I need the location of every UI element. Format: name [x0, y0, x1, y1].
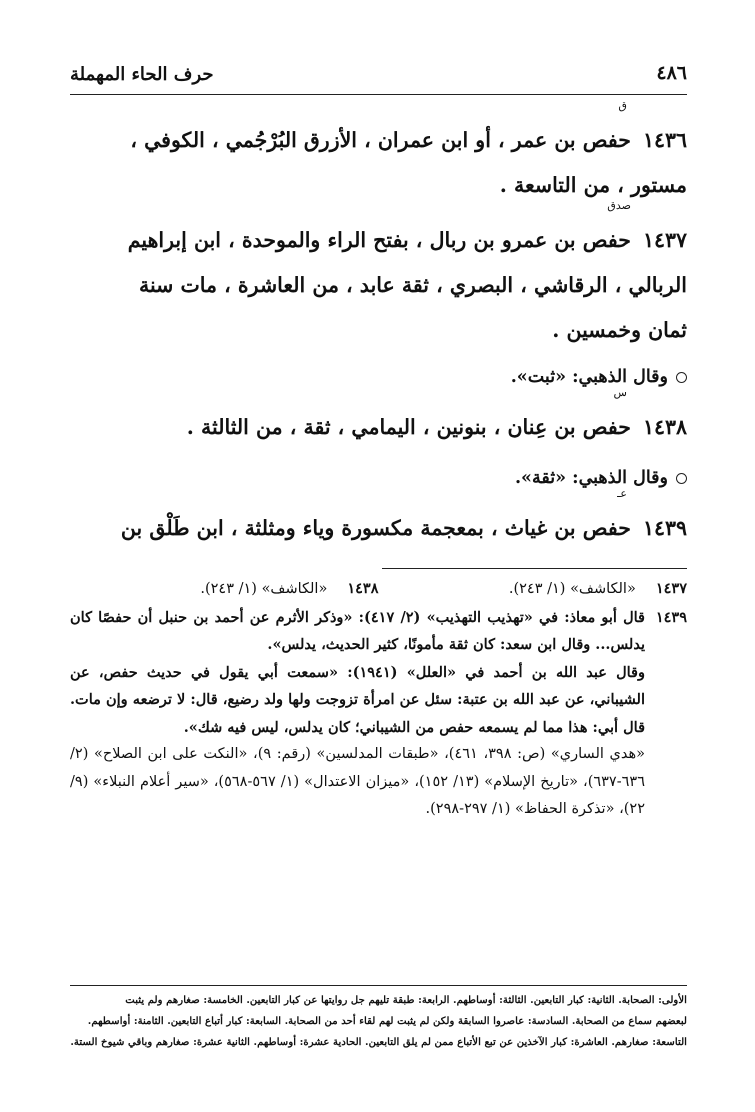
legend-line: الأولى: الصحابة. الثانية: كبار التابعين. الثالثة: أوساطهم. الرابعة: طبقة تليهم جل روايتها عن كبار التابعين. الخامسة: صغارهم ولم يثبت	[125, 994, 687, 1006]
entry-text: مستور ، من التاسعة .	[499, 173, 687, 197]
entry-number: ١٤٣٧	[642, 228, 687, 252]
entry-1436	[70, 99, 687, 208]
dhahabi-note: وقال الذهبي: «ثبت».	[70, 357, 687, 397]
footnotes	[70, 575, 687, 824]
entry-text: بن عِنان ، بنونين ، اليمامي ، ثقة ، من الثالثة .	[186, 415, 576, 439]
footnote-text: «الكاشف» (١/ ٢٤٣).	[200, 581, 328, 597]
legend-line: التاسعة: صغارهم. العاشرة: كبار الآخذين عن تبع الأتباع ممن لم يلق التابعين. الحادية عشرة: أوساطهم. الثانية عشرة: صغارهم وباقي شيوخ الستة.	[70, 1036, 687, 1048]
footnote-paragraph: وقال عبد الله بن أحمد في «العلل» (١٩٤١): «سمعت أبي يقول في حديث حفص، عن الشيباني، عن عبد الله بن عتبة: سئل عن امرأة تزوجت ولها ولد رضيع، قال: لا ترضعه وإن مات. قال أبي: هذا مما لم يسمعه حفص من الشيباني؛ كان يدلس، ليس فيه شك».	[70, 663, 645, 736]
footnote-paragraph: قال أبو معاذ: في «تهذيب التهذيب» (٢/ ٤١٧): «وذكر الأثرم عن أحمد بن حنبل أن حفصًا كان يدلس... وقال ابن سعد: كان ثقة مأمونًا، كثير الحديث، يدلس».	[70, 608, 645, 653]
footnote-number: ١٤٣٩	[655, 608, 687, 626]
footnote-1439	[70, 604, 687, 824]
entry-name: س حفص	[582, 386, 631, 439]
entry-text: بن غياث ، بمعجمة مكسورة وياء ومثلثة ، ابن طَلْق بن	[120, 516, 576, 540]
legend-divider	[70, 985, 687, 986]
footnote-1438	[70, 575, 379, 604]
footnote-number: ١٤٣٨	[347, 580, 379, 597]
entry-1437	[70, 199, 687, 397]
tabaqat-legend	[70, 990, 687, 1053]
footnote-references: «هدي الساري» (ص: ٣٩٨، ٤٦١)، «طبقات المدلسين» (رقم: ٩)، «النكت على ابن الصلاح» (٢/ ٦٣٦-٦٣٧)، «تاريخ الإسلام» (١٣/ ١٥٢)، «ميزان الاعتدال» (١/ ٥٦٧-٥٦٨)، «سير أعلام النبلاء» (٩/ ٢٢)، «تذكرة الحفاظ» (١/ ٢٩٧-٢٩٨).	[70, 746, 646, 817]
entry-text: الربالي ، الرقاشي ، البصري ، ثقة عابد ، من العاشرة ، مات سنة	[138, 273, 687, 297]
entry-1438	[70, 386, 687, 498]
book-symbol: عـ	[617, 487, 627, 500]
book-page	[70, 0, 687, 1112]
footnote-text: «الكاشف» (١/ ٢٤٣).	[508, 581, 636, 597]
legend-line: لبعضهم سماع من الصحابة. السادسة: عاصروا السابقة ولكن لم يثبت لهم لقاء أحد من الصحابة. السابعة: كبار أتباع التابعين. الثامنة: أواسطهم.	[87, 1015, 687, 1027]
entry-text: بن عمرو بن ربال ، بفتح الراء والموحدة ، ابن إبراهيم	[127, 228, 576, 252]
entry-number: ١٤٣٨	[642, 415, 687, 439]
page-number: ٤٨٦	[656, 62, 687, 84]
footnote-number: ١٤٣٧	[655, 580, 687, 597]
entry-1439	[70, 487, 687, 551]
entry-number: ١٤٣٩	[642, 516, 687, 540]
book-symbol: صدق	[607, 199, 631, 212]
book-symbol: س	[613, 386, 627, 399]
page-header	[70, 62, 687, 95]
book-symbol: ق	[618, 99, 627, 112]
entry-text: بن عمر ، أو ابن عمران ، الأزرق البُرْجُمي ، الكوفي ،	[130, 128, 576, 152]
running-title: حرف الحاء المهملة	[70, 64, 214, 85]
entry-name: عـ حفص	[582, 487, 631, 540]
entry-name: صدق حفص	[582, 199, 631, 252]
footnote-row	[70, 575, 687, 604]
footnote-1437	[379, 575, 688, 604]
circle-bullet-icon	[676, 473, 687, 484]
entry-name: ق حفص	[582, 99, 631, 152]
footnote-divider	[382, 568, 687, 569]
entry-number: ١٤٣٦	[642, 128, 687, 152]
entry-text: ثمان وخمسين .	[552, 318, 687, 342]
entries	[70, 100, 687, 551]
circle-bullet-icon	[676, 372, 687, 383]
dhahabi-note: وقال الذهبي: «ثقة».	[70, 458, 687, 498]
